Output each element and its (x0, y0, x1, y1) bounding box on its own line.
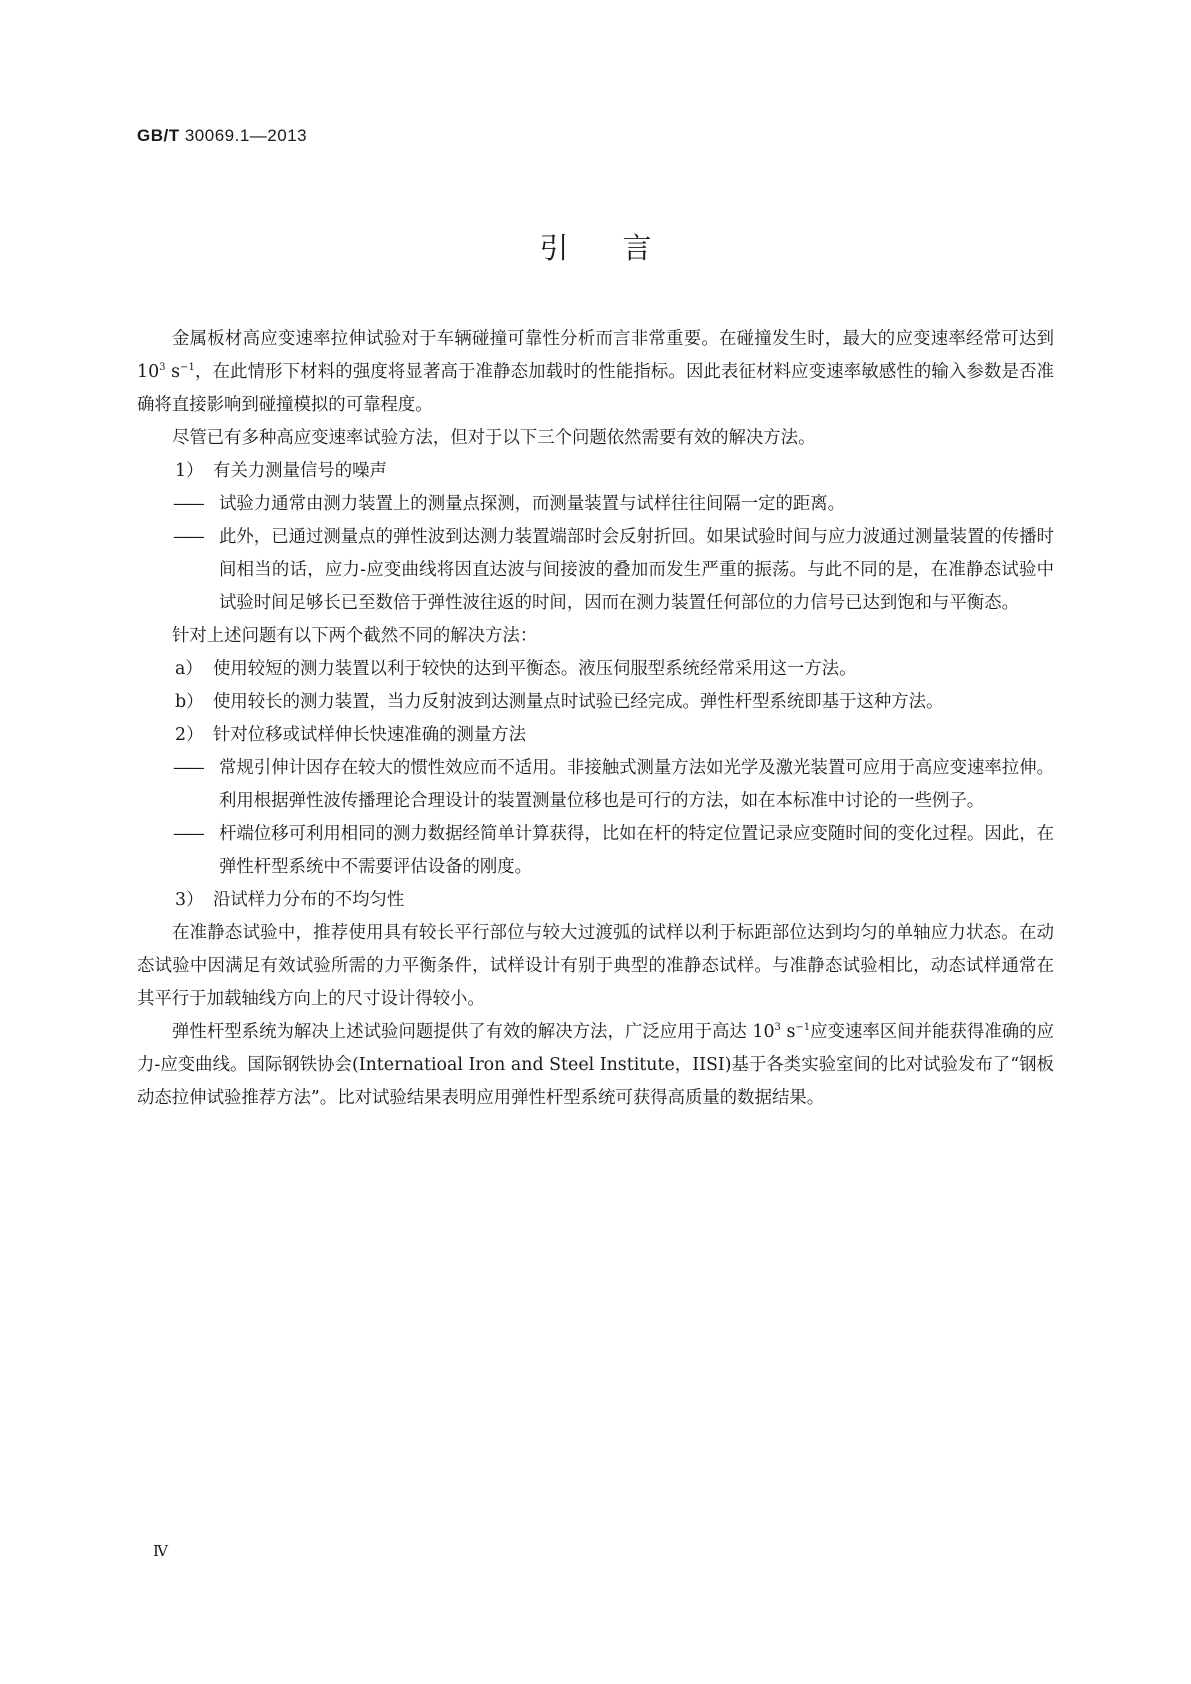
list-item-2: 2） 针对位移或试样伸长快速准确的测量方法 (137, 719, 1054, 752)
list-item-b: b） 使用较长的测力装置，当力反射波到达测量点时试验已经完成。弹性杆型系统即基于这种方法。 (137, 686, 1054, 719)
list-marker: 3） (175, 890, 204, 910)
list-item-1: 1） 有关力测量信号的噪声 (137, 455, 1054, 488)
list-marker: b） (175, 692, 204, 712)
standard-prefix: GB/T (137, 126, 180, 145)
dash-item: —— 此外，已通过测量点的弹性波到达测力装置端部时会反射折回。如果试验时间与应力波通过测量装置的传播时间相当的话，应力-应变曲线将因直达波与间接波的叠加而发生严重的振荡。与此不同的是，在准静态试验中试验时间足够长已至数倍于弹性波往返的时间，因而在测力装置任何部位的力信号已达到饱和与平衡态。 (137, 521, 1054, 620)
list-item-3: 3） 沿试样力分布的不均匀性 (137, 884, 1054, 917)
document-body (137, 323, 1054, 1115)
paragraph-elastic-bar: 弹性杆型系统为解决上述试验问题提供了有效的解决方法，广泛应用于高达 $10^3$ $s^{-1}$应变速率区间并能获得准确的应力-应变曲线。国际钢铁协会(Internatioal Iron and Steel Institute，IISI)基于各类实验室间的比对试验发布了“钢板动态拉伸试验推荐方法”。比对试验结果表明应用弹性杆型系统可获得高质量的数据结果。 (137, 1022, 1054, 1108)
page-number: Ⅳ (153, 1542, 168, 1560)
dash-marker: —— (173, 527, 202, 547)
dash-item: —— 杆端位移可利用相同的测力数据经简单计算获得，比如在杆的特定位置记录应变随时间的变化过程。因此，在弹性杆型系统中不需要评估设备的刚度。 (137, 818, 1054, 884)
dash-marker: —— (173, 758, 202, 778)
dash-marker: —— (173, 824, 202, 844)
list-item-a: a） 使用较短的测力装置以利于较快的达到平衡态。液压伺服型系统经常采用这一方法。 (137, 653, 1054, 686)
standard-number (137, 126, 307, 146)
paragraph-intro: 金属板材高应变速率拉伸试验对于车辆碰撞可靠性分析而言非常重要。在碰撞发生时，最大的应变速率经常可达到 $10^3$ $s^{-1}$，在此情形下材料的强度将显著高于准静态加载时的性能指标。因此表征材料应变速率敏感性的输入参数是否准确将直接影响到碰撞模拟的可靠程度。 (137, 329, 1055, 415)
list-marker: 1） (175, 461, 204, 481)
dash-item: —— 试验力通常由测力装置上的测量点探测，而测量装置与试样往往间隔一定的距离。 (137, 488, 1054, 521)
paragraph-quasi-static: 在准静态试验中，推荐使用具有较长平行部位与较大过渡弧的试样以利于标距部位达到均匀的单轴应力状态。在动态试验中因满足有效试验所需的力平衡条件，试样设计有别于典型的准静态试样。与准静态试验相比，动态试样通常在其平行于加载轴线方向上的尺寸设计得较小。 (137, 923, 1054, 1009)
paragraph-solutions: 针对上述问题有以下两个截然不同的解决方法： (172, 626, 538, 646)
list-marker: a） (175, 659, 203, 679)
paragraph-problems: 尽管已有多种高应变速率试验方法，但对于以下三个问题依然需要有效的解决方法。 (172, 428, 816, 448)
dash-item: —— 常规引伸计因存在较大的惯性效应而不适用。非接触式测量方法如光学及激光装置可应用于高应变速率拉伸。利用根据弹性波传播理论合理设计的装置测量位移也是可行的方法，如在本标准中讨论的一些例子。 (137, 752, 1054, 818)
dash-marker: —— (173, 494, 202, 514)
standard-code: 30069.1—2013 (184, 126, 308, 145)
page-title: 引言 (539, 231, 706, 265)
list-marker: 2） (175, 725, 204, 745)
